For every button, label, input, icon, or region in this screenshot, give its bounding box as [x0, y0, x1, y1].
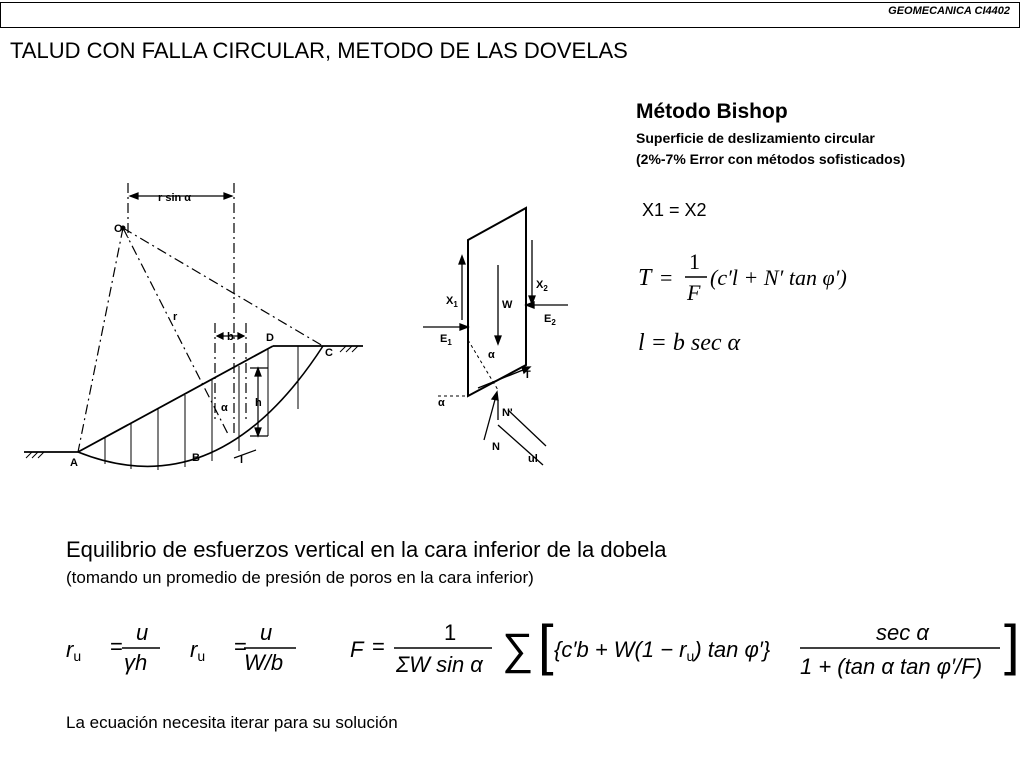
radius-to-a: [78, 228, 123, 452]
ru1-den: γh: [124, 650, 148, 675]
bishop-equations: [60, 612, 1020, 692]
course-tag: GEOMECANICA CI4402: [888, 5, 1010, 17]
label-d: D: [266, 332, 274, 344]
svg-text:=: =: [372, 634, 385, 659]
label-n: N: [492, 441, 500, 453]
method-subtitle-line2: (2%-7% Error con métodos sofisticados): [636, 151, 906, 167]
l-equation: l = b sec α: [638, 330, 741, 356]
slice-force-diagram: [418, 200, 578, 480]
t-num: 1: [689, 249, 700, 274]
ru2-num: u: [260, 620, 273, 645]
footer-note: La ecuación necesita iterar para su solución: [66, 713, 398, 732]
slice-outline: [468, 208, 526, 396]
label-w: W: [502, 299, 513, 311]
f-sum: ∑: [502, 625, 534, 674]
f-lhs: F: [350, 637, 364, 662]
svg-text:]: ]: [1004, 613, 1020, 676]
label-e2: $E_2$: [544, 313, 556, 327]
label-alpha-base: α: [438, 397, 445, 409]
ru2-den: W/b: [244, 650, 284, 675]
f-den: ΣW sin α: [396, 652, 483, 677]
t-equals: =: [660, 265, 673, 290]
label-ul: ul: [528, 453, 538, 465]
label-c: C: [325, 347, 333, 359]
ru2-lhs: ru: [190, 637, 206, 664]
label-r-sin-alpha: r sin α: [158, 192, 192, 204]
ru1-lhs: ru: [66, 637, 82, 664]
method-subtitle-line1: Superficie de deslizamiento circular: [636, 130, 875, 146]
label-h: h: [255, 397, 262, 409]
method-title: Método Bishop: [636, 100, 788, 123]
t-lhs: T: [638, 265, 652, 291]
slip-arc: [78, 346, 323, 466]
svg-text:=: =: [110, 634, 123, 659]
f-frac-num: sec α: [876, 620, 929, 645]
ru1-num: u: [136, 620, 149, 645]
f-bracket-body: {c′b + W(1 − ru) tan φ′}: [554, 637, 771, 664]
header-bar: [0, 2, 1020, 28]
label-l: l: [240, 454, 244, 466]
label-n-eff: N': [502, 407, 513, 419]
label-x2: $X_2$: [536, 279, 548, 293]
label-t: T: [524, 369, 531, 381]
svg-text:=: =: [234, 634, 247, 659]
t-rest: (c′l + N′ tan φ′): [710, 265, 847, 290]
label-a: A: [70, 457, 78, 469]
svg-text:[: [: [538, 613, 554, 676]
label-r: r: [173, 311, 178, 323]
label-o: O: [114, 223, 123, 235]
slide-title: TALUD CON FALLA CIRCULAR, METODO DE LAS DOVELAS: [10, 38, 628, 63]
section-title: Equilibrio de esfuerzos vertical en la cara inferior de la dobela: [66, 537, 667, 562]
label-e1: $E_1$: [440, 333, 452, 347]
slope-face: [78, 346, 273, 452]
f-num: 1: [444, 620, 457, 645]
label-x1: $X_1$: [446, 295, 458, 309]
f-frac-den: 1 + (tan α tan φ′/F): [800, 654, 983, 679]
label-alpha-slice: α: [488, 349, 495, 361]
t-den: F: [687, 280, 701, 305]
section-note: (tomando un promedio de presión de poros en la cara inferior): [66, 568, 534, 587]
slope-slice-diagram: [18, 178, 380, 478]
interslice-assumption: X1 = X2: [642, 200, 707, 220]
label-b: b: [227, 331, 234, 343]
shear-force-equation: [630, 240, 890, 360]
label-alpha: α: [221, 402, 228, 414]
label-b-point: B: [192, 452, 200, 464]
